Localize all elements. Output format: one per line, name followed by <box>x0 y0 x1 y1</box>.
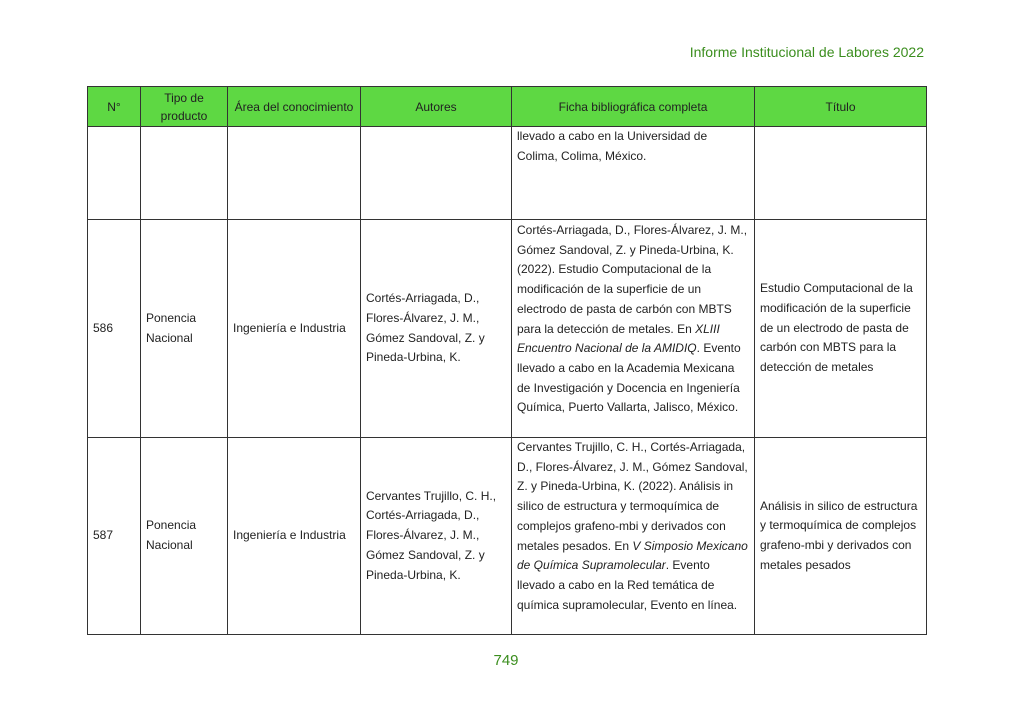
cell-area <box>228 127 361 220</box>
cell-titulo: Estudio Computacional de la modificación de la superficie de un electrodo de pasta de carbón con MBTS para la detección de metales <box>755 220 927 438</box>
report-header-title: Informe Institucional de Labores 2022 <box>689 44 924 60</box>
table-row <box>88 438 927 635</box>
column-header-titulo: Título <box>755 87 927 127</box>
publications-table <box>87 86 927 635</box>
column-header-area: Área del conocimiento <box>228 87 361 127</box>
cell-ficha: llevado a cabo en la Universidad de Colima, Colima, México. <box>512 127 755 220</box>
cell-titulo: Análisis in silico de estructura y termoquímica de complejos grafeno-mbi y derivados con metales pesados <box>755 438 927 635</box>
cell-num: 586 <box>88 220 141 438</box>
ficha-text-end: . Evento llevado a cabo en la Academia Mexicana de Investigación y Docencia en Ingeniería Química, Puerto Vallarta, Jalisco, México. <box>517 341 741 415</box>
table-row <box>88 220 927 438</box>
cell-num: 587 <box>88 438 141 635</box>
ficha-event-name: XLIII Encuentro Nacional de la AMIDIQ <box>517 321 720 356</box>
page-number: 749 <box>493 652 519 669</box>
cell-tipo <box>141 127 228 220</box>
ficha-text-end: . Evento llevado a cabo en la Red temática de química supramolecular, Evento en línea. <box>517 558 738 612</box>
cell-titulo <box>755 127 927 220</box>
cell-ficha <box>512 438 755 635</box>
cell-area: Ingeniería e Industria <box>228 438 361 635</box>
table-row-continuation <box>88 127 927 220</box>
cell-ficha <box>512 220 755 438</box>
column-header-autores: Autores <box>361 87 512 127</box>
column-header-ficha: Ficha bibliográfica completa <box>512 87 755 127</box>
cell-area: Ingeniería e Industria <box>228 220 361 438</box>
column-header-tipo: Tipo de producto <box>141 87 228 127</box>
cell-autores: Cortés-Arriagada, D., Flores-Álvarez, J. M., Gómez Sandoval, Z. y Pineda-Urbina, K. <box>361 220 512 438</box>
ficha-text: Cortés-Arriagada, D., Flores-Álvarez, J. M., Gómez Sandoval, Z. y Pineda-Urbina, K. (2022). Estudio Computacional de la modificación de la superficie de un electrodo de pasta de carbón con MBTS para la detección de metales. En <box>517 223 748 336</box>
ficha-text: Cervantes Trujillo, C. H., Cortés-Arriagada, D., Flores-Álvarez, J. M., Gómez Sandoval, Z. y Pineda-Urbina, K. (2022). Análisis in silico de estructura y termoquímica de complejos grafeno-mbi y derivados con metales pesados. En <box>517 440 748 553</box>
cell-autores <box>361 127 512 220</box>
cell-num <box>88 127 141 220</box>
column-header-num: N° <box>88 87 141 127</box>
cell-tipo: Ponencia Nacional <box>141 438 228 635</box>
ficha-event-name: V Simposio Mexicano de Química Supramolecular <box>517 538 748 573</box>
table-header-row <box>88 87 927 127</box>
cell-autores: Cervantes Trujillo, C. H., Cortés-Arriagada, D., Flores-Álvarez, J. M., Gómez Sandoval, Z. y Pineda-Urbina, K. <box>361 438 512 635</box>
cell-tipo: Ponencia Nacional <box>141 220 228 438</box>
